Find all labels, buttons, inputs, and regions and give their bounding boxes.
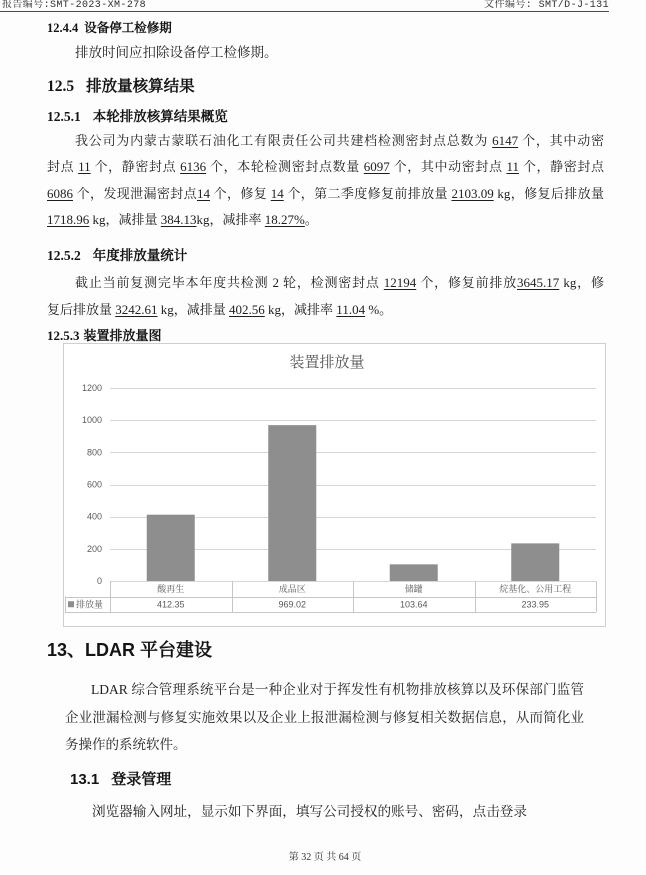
category-label: 烷基化、公用工程: [499, 583, 572, 594]
heading-number: 12.5.2: [47, 248, 81, 263]
y-tick-label: 200: [86, 543, 102, 554]
heading-12-5-1: [47, 107, 228, 127]
heading-title: 本轮排放核算结果概览: [92, 109, 228, 124]
underlined-value: 6086: [47, 185, 73, 201]
underlined-value: 14: [270, 185, 284, 201]
heading-title: 登录管理: [111, 771, 172, 788]
annual-summary-paragraph: [47, 269, 604, 323]
underlined-value: 384.13: [160, 211, 197, 227]
page-number: 第 32 页 共 64 页: [288, 852, 362, 863]
bar: [147, 515, 195, 581]
heading-12-5-2: [47, 246, 187, 266]
text-run: 。: [304, 211, 318, 227]
legend-label: 排放量: [76, 599, 104, 610]
value-label: 969.02: [278, 599, 307, 610]
heading-title: 排放量核算结果: [86, 78, 195, 95]
paragraph-line: LDAR 综合管理系统平台是一种企业对于挥发性有机物排放核算以及环保部门监管: [91, 682, 584, 697]
underlined-value: 18.27%: [264, 211, 305, 227]
underlined-value: 11: [506, 159, 519, 175]
text-run: 个，修复: [209, 185, 271, 201]
y-tick-label: 1000: [81, 415, 102, 426]
text-run: 个，静密封点: [90, 159, 181, 175]
paragraph-line: [47, 207, 604, 233]
heading-title: 设备停工检修期: [84, 21, 172, 35]
paragraph-line: 务操作的系统软件。: [65, 737, 187, 752]
text-run: kg，减排量: [89, 211, 161, 227]
paragraph-line: [47, 296, 604, 323]
text-run: 我公司为内蒙古蒙联石油化工有限责任公司共建档检测密封点总数为: [75, 133, 493, 148]
text-run: 个，本轮检测密封点数量: [206, 159, 364, 175]
legend-marker: [68, 601, 74, 607]
underlined-value: 6147: [492, 133, 519, 148]
heading-12-5: [47, 76, 195, 98]
heading-13: [47, 637, 212, 663]
heading-title: 年度排放量统计: [92, 248, 188, 263]
text-run: 个，其中动密: [518, 133, 604, 148]
heading-number: 12.5.3: [47, 328, 80, 343]
underlined-value: 12194: [383, 274, 417, 290]
text-run: kg，减排率: [196, 211, 265, 227]
heading-number: 12.4.4: [47, 21, 79, 35]
round-summary-paragraph: [47, 128, 604, 233]
underlined-value: 14: [196, 185, 210, 201]
report-number: 报告编号:SMT-2023-XM-278: [2, 0, 147, 11]
paragraph-line: [47, 181, 604, 207]
text-run: kg，修: [559, 274, 604, 290]
paragraph-line: [47, 154, 604, 180]
heading-title: LDAR 平台建设: [85, 640, 213, 660]
text-run: kg，修复后排放量: [493, 185, 604, 201]
category-label: 储罐: [404, 583, 423, 594]
underlined-value: 1718.96: [47, 211, 90, 227]
y-tick-label: 0: [96, 576, 102, 586]
emission-bar-chart: [63, 343, 606, 627]
underlined-value: 11: [78, 159, 91, 175]
paragraph-line: 企业泄漏检测与修复实施效果以及企业上报泄漏检测与修复相关数据信息，从而简化业: [65, 709, 584, 725]
heading-number: 13.1: [70, 771, 100, 788]
text-run: 复后排放量: [47, 301, 116, 317]
heading-12-4-4: [47, 18, 172, 38]
category-label: 酸再生: [157, 583, 185, 594]
text-run: 封点: [47, 159, 79, 175]
underlined-value: 6097: [363, 159, 390, 175]
value-label: 412.35: [156, 599, 185, 610]
underlined-value: 2103.09: [451, 185, 494, 201]
value-label: 103.64: [399, 599, 428, 610]
paragraph-line: [47, 269, 604, 296]
value-label: 233.95: [521, 599, 550, 610]
heading-number: 12.5.1: [47, 109, 81, 124]
chart-title: 装置排放量: [289, 354, 365, 371]
text-run: 个，静密封点: [518, 159, 604, 175]
text-run: 截止当前复测完毕本年度共检测 2 轮，检测密封点: [75, 274, 384, 290]
y-tick-label: 600: [86, 479, 102, 490]
underlined-value: 11.04: [336, 301, 366, 317]
underlined-value: 402.56: [229, 301, 265, 317]
login-instruction: 浏览器输入网址，显示如下界面，填写公司授权的账号、密码，点击登录: [92, 804, 527, 819]
underlined-value: 6136: [180, 159, 207, 175]
chart-canvas: [64, 344, 605, 626]
heading-title: 装置排放量图: [83, 328, 162, 343]
text-run: kg，减排率: [264, 301, 337, 317]
y-tick-label: 400: [86, 511, 102, 522]
text-run: kg，减排量: [157, 301, 230, 317]
category-label: 成品区: [278, 583, 306, 594]
bar: [511, 543, 559, 581]
bar: [390, 564, 438, 581]
heading-number: 13、: [47, 640, 86, 660]
heading-number: 12.5: [47, 78, 75, 95]
paragraph-line: [47, 128, 604, 154]
text-run: 个，其中动密封点: [389, 159, 507, 175]
y-tick-label: 800: [86, 447, 102, 458]
underlined-value: 3242.61: [115, 301, 158, 317]
underlined-value: 3645.17: [517, 274, 560, 290]
text-run: 个，第二季度修复前排放量: [283, 185, 452, 201]
y-tick-label: 1200: [81, 383, 102, 393]
heading-13-1: [70, 769, 171, 791]
bar: [268, 425, 316, 581]
text-run: %。: [365, 301, 393, 317]
text-run: 个，发现泄漏密封点: [73, 185, 197, 201]
downtime-note: 排放时间应扣除设备停工检修期。: [75, 45, 278, 60]
text-run: 个，修复前排放: [416, 274, 518, 290]
header-rule: [0, 11, 609, 12]
file-number: 文件编号: SMT/D-J-131: [484, 0, 609, 11]
ldar-intro-paragraph: [65, 676, 584, 759]
